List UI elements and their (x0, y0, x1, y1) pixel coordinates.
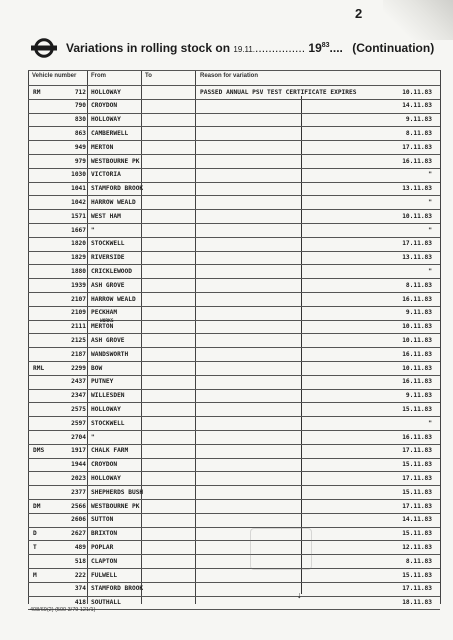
expiry-date: 18.11.83 (402, 599, 432, 607)
row-rule (28, 85, 440, 86)
row-rule (28, 389, 440, 390)
from-garage: CROYDON (91, 461, 118, 469)
vehicle-number: 790 (74, 102, 86, 110)
expiry-date: 12.11.83 (402, 543, 432, 551)
row-rule (28, 223, 440, 224)
vehicle-number: 1829 (71, 254, 86, 262)
row-rule (28, 540, 440, 541)
from-garage: WEST HAM (91, 212, 121, 220)
column-header-vehicle: Vehicle number (32, 73, 77, 79)
row-rule (28, 513, 440, 514)
expiry-date: 9.11.83 (405, 392, 432, 400)
expiry-date: 13.11.83 (402, 185, 432, 193)
folded-corner (383, 0, 453, 40)
vehicle-number: 1917 (71, 447, 86, 455)
expiry-date: 17.11.83 (402, 585, 432, 593)
row-rule (28, 154, 440, 155)
vehicle-number: 222 (74, 571, 86, 579)
title-dots: ............... (255, 41, 306, 55)
vehicle-number: 1041 (71, 185, 86, 193)
from-garage: WANDSWORTH (91, 350, 129, 358)
vehicle-number: 863 (74, 129, 86, 137)
vehicle-number: 489 (74, 543, 86, 551)
column-header-reason: Reason for variation (200, 73, 259, 79)
row-rule (28, 99, 440, 100)
row-rule (28, 458, 440, 459)
vehicle-class-prefix: M (33, 571, 37, 579)
row-rule (28, 251, 440, 252)
row-rule (28, 444, 440, 445)
vehicle-number: 2627 (71, 530, 86, 538)
from-garage: CLAPTON (91, 557, 118, 565)
expiry-date: 9.11.83 (405, 309, 432, 317)
vehicle-number: 2023 (71, 474, 86, 482)
expiry-date: 16.11.83 (402, 433, 432, 441)
expiry-date: 17.11.83 (402, 447, 432, 455)
expiry-date: 17.11.83 (402, 502, 432, 510)
vehicle-number: 1820 (71, 240, 86, 248)
form-title: Variations in rolling stock on 19.11................ $19^{83}$.... (Continuation) (66, 41, 435, 55)
from-garage: PECKHAM (91, 309, 118, 317)
expiry-date: 15.11.83 (402, 530, 432, 538)
from-garage: MERTON (91, 143, 114, 151)
expiry-date: 15.11.83 (402, 488, 432, 496)
vehicle-class-prefix: DM (33, 502, 41, 510)
row-rule (28, 306, 440, 307)
row-rule (28, 499, 440, 500)
expiry-date: 10.11.83 (402, 364, 432, 372)
row-rule (28, 596, 440, 597)
expiry-date: 16.11.83 (402, 378, 432, 386)
vehicle-number: 1944 (71, 461, 86, 469)
expiry-date: 15.11.83 (402, 571, 432, 579)
row-rule (28, 430, 440, 431)
page-number: 2 (355, 6, 363, 21)
vehicle-class-prefix: D (33, 530, 37, 538)
from-garage: BOW (91, 364, 103, 372)
reason-for-variation: PASSED ANNUAL PSV TEST CERTIFICATE EXPIRES (200, 88, 357, 96)
expiry-date: 17.11.83 (402, 143, 432, 151)
column-header-from: From (91, 73, 106, 79)
vehicle-number: 1667 (71, 226, 86, 234)
expiry-date: 13.11.83 (402, 254, 432, 262)
vehicle-number: 1030 (71, 171, 86, 179)
from-garage: MERTON (91, 323, 114, 331)
expiry-date: 10.11.83 (402, 88, 432, 96)
row-rule (28, 361, 440, 362)
from-garage: WESTBOURNE PK (91, 502, 140, 510)
from-garage: HOLLOWAY (91, 116, 121, 124)
from-garage: BRIXTON (91, 530, 118, 538)
from-garage: CROYDON (91, 102, 118, 110)
faint-stamp (250, 528, 312, 570)
expiry-date: 17.11.83 (402, 240, 432, 248)
expiry-date: 16.11.83 (402, 350, 432, 358)
vehicle-class-prefix: DMS (33, 447, 45, 455)
expiry-date: 8.11.83 (405, 557, 432, 565)
row-rule (28, 126, 440, 127)
row-rule (28, 195, 440, 196)
row-rule (28, 471, 440, 472)
vehicle-number: 518 (74, 557, 86, 565)
from-garage: WILLESDEN (91, 392, 125, 400)
from-garage: POPLAR (91, 543, 114, 551)
from-garage: STOCKWELL (91, 240, 125, 248)
ditto-vertical-line (301, 96, 302, 594)
expiry-date: 14.11.83 (402, 516, 432, 524)
expiry-date: " (428, 198, 432, 206)
down-arrow-icon: ↓ (297, 590, 302, 600)
vehicle-number: 2125 (71, 336, 86, 344)
column-divider-to (141, 70, 142, 604)
vehicle-number: 712 (74, 88, 86, 96)
row-rule (28, 182, 440, 183)
row-rule (28, 402, 440, 403)
column-divider-from (87, 70, 88, 604)
expiry-date: 9.11.83 (405, 116, 432, 124)
title-date-fill: 19.11. (233, 45, 256, 54)
row-rule (28, 140, 440, 141)
row-rule (28, 485, 440, 486)
vehicle-number: 374 (74, 585, 86, 593)
from-garage: CHALK FARM (91, 447, 129, 455)
row-rule (28, 292, 440, 293)
row-rule (28, 333, 440, 334)
from-garage: CRICKLEWOOD (91, 267, 132, 275)
from-garage: WESTBOURNE PK (91, 157, 140, 165)
vehicle-number: 2597 (71, 419, 86, 427)
expiry-date: " (428, 419, 432, 427)
table-border-right (440, 70, 441, 604)
title-continuation: (Continuation) (352, 41, 435, 55)
from-garage: HOLLOWAY (91, 88, 121, 96)
row-rule (28, 209, 440, 210)
expiry-date: 16.11.83 (402, 295, 432, 303)
vehicle-number: 2575 (71, 405, 86, 413)
from-garage: CAMBERWELL (91, 129, 129, 137)
from-garage: HOLLOWAY (91, 405, 121, 413)
vehicle-number: 2704 (71, 433, 86, 441)
row-rule (28, 416, 440, 417)
vehicle-number: 1939 (71, 281, 86, 289)
vehicle-number: 2377 (71, 488, 86, 496)
row-rule (28, 554, 440, 555)
expiry-date: 14.11.83 (402, 102, 432, 110)
vehicle-number: 2111 (71, 323, 86, 331)
from-garage: " (91, 226, 95, 234)
from-garage: " (91, 433, 95, 441)
from-garage-annotation: WORKS (100, 319, 114, 325)
vehicle-number: 418 (74, 599, 86, 607)
title-year-prefix: 19 (308, 41, 322, 55)
row-rule (28, 264, 440, 265)
vehicle-number: 2109 (71, 309, 86, 317)
vehicle-number: 2566 (71, 502, 86, 510)
expiry-date: 8.11.83 (405, 281, 432, 289)
row-rule (28, 237, 440, 238)
vehicle-number: 2606 (71, 516, 86, 524)
from-garage: PUTNEY (91, 378, 114, 386)
title-year-suffix: 83 (321, 42, 330, 49)
expiry-date: 8.11.83 (405, 129, 432, 137)
vehicle-number: 2299 (71, 364, 86, 372)
from-garage: HARROW WEALD (91, 198, 136, 206)
roundel-logo-icon (31, 38, 57, 58)
vehicle-number: 979 (74, 157, 86, 165)
row-rule (28, 568, 440, 569)
vehicle-number: 1571 (71, 212, 86, 220)
expiry-date: 15.11.83 (402, 461, 432, 469)
vehicle-number: 1880 (71, 267, 86, 275)
column-header-to: To (145, 73, 152, 79)
row-rule (28, 347, 440, 348)
vehicle-class-prefix: T (33, 543, 37, 551)
row-rule (28, 375, 440, 376)
expiry-date: 17.11.83 (402, 474, 432, 482)
row-rule (28, 113, 440, 114)
vehicle-number: 2437 (71, 378, 86, 386)
footer-code: 408/69(2) (500 3/79 121/1) (30, 607, 96, 613)
table-top-rule (28, 70, 440, 71)
vehicle-number: 830 (74, 116, 86, 124)
vehicle-number: 949 (74, 143, 86, 151)
from-garage: STOCKWELL (91, 419, 125, 427)
expiry-date: 10.11.83 (402, 323, 432, 331)
row-rule (28, 527, 440, 528)
from-garage: STAMFORD BROOK (91, 585, 144, 593)
from-garage: STAMFORD BROOK (91, 185, 144, 193)
vehicle-number: 1042 (71, 198, 86, 206)
expiry-date: 15.11.83 (402, 405, 432, 413)
from-garage: SHEPHERDS BUSH (91, 488, 144, 496)
expiry-date: " (428, 226, 432, 234)
from-garage: VICTORIA (91, 171, 121, 179)
row-rule (28, 582, 440, 583)
column-divider-reason (195, 70, 196, 604)
expiry-date: 10.11.83 (402, 212, 432, 220)
vehicle-number: 2187 (71, 350, 86, 358)
row-rule (28, 320, 440, 321)
from-garage: HOLLOWAY (91, 474, 121, 482)
from-garage: RIVERSIDE (91, 254, 125, 262)
expiry-date: " (428, 267, 432, 275)
vehicle-class-prefix: RM (33, 88, 41, 96)
from-garage: ASH GROVE (91, 336, 125, 344)
title-prefix: Variations in rolling stock on (66, 41, 231, 55)
from-garage: FULWELL (91, 571, 118, 579)
row-rule (28, 278, 440, 279)
from-garage: SUTTON (91, 516, 114, 524)
vehicle-class-prefix: RML (33, 364, 45, 372)
vehicle-number: 2347 (71, 392, 86, 400)
expiry-date: 16.11.83 (402, 157, 432, 165)
table-border-left (28, 70, 29, 604)
expiry-date: " (428, 171, 432, 179)
from-garage: ASH GROVE (91, 281, 125, 289)
from-garage: SOUTHALL (91, 599, 121, 607)
from-garage: HARROW WEALD (91, 295, 136, 303)
vehicle-number: 2107 (71, 295, 86, 303)
row-rule (28, 168, 440, 169)
expiry-date: 10.11.83 (402, 336, 432, 344)
